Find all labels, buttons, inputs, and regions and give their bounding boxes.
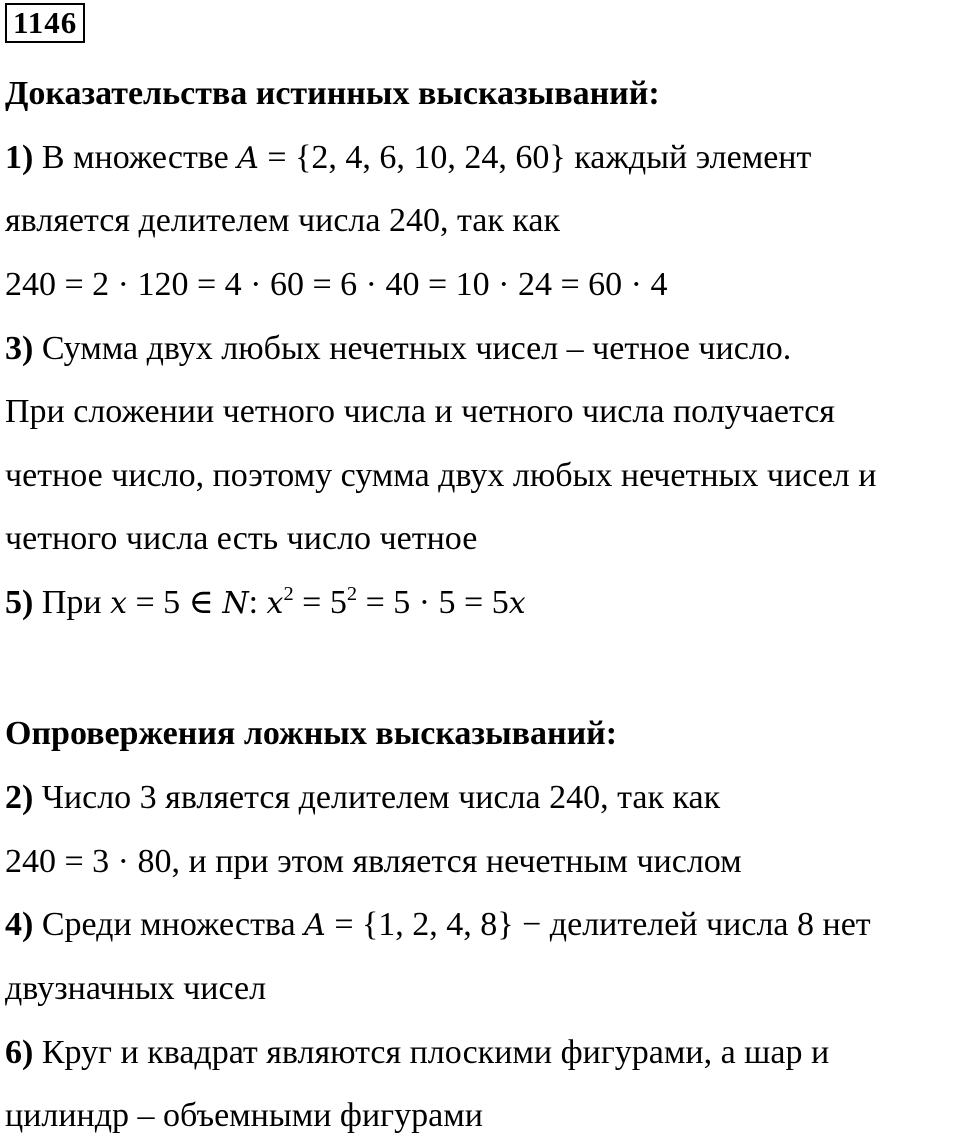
set-variable: A [237, 141, 259, 176]
item-3-number: 3) [5, 330, 34, 367]
item-1-number: 1) [5, 139, 34, 176]
set-variable: A [304, 908, 326, 943]
item-3-line-2: При сложении четного числа и четного числа получается [5, 393, 835, 430]
item-2-line-2: 240 = 3 · 80, и при этом является нечетным числом [5, 843, 742, 880]
item-1-line-2: является делителем числа 240, так как [5, 202, 560, 239]
item-6-line-2: цилиндр – объемными фигурами [5, 1097, 483, 1134]
item-4-number: 4) [5, 906, 34, 943]
item-1-line-3: 240 = 2 · 120 = 4 · 60 = 6 · 40 = 10 · 24 = 60 · 4 [5, 266, 668, 303]
item-5-number: 5) [5, 584, 34, 621]
item-4-line-2: двузначных чисел [5, 970, 267, 1007]
item-3-line-3: четное число, поэтому сумма двух любых нечетных чисел и [5, 457, 877, 494]
item-6-line-1: 6) Круг и квадрат являются плоскими фигурами, а шар и [5, 1034, 830, 1071]
item-3-line-1: 3) Сумма двух любых нечетных чисел – четное число. [5, 330, 792, 367]
item-3-line-4: четного числа есть число четное [5, 520, 478, 557]
item-2-number: 2) [5, 779, 34, 816]
item-1-line-1: 1) В множестве A = {2, 4, 6, 10, 24, 60} каждый элемент [5, 139, 812, 176]
item-6-number: 6) [5, 1034, 34, 1071]
item-2-line-1: 2) Число 3 является делителем числа 240, так как [5, 779, 721, 816]
true-statements-heading: Доказательства истинных высказываний: [5, 75, 660, 112]
item-5-line-1: 5) При x = 5 ∈ N: $x^2 = 5^2 = 5 \cdot 5 = 5x$ [5, 582, 526, 621]
item-4-line-1: 4) Среди множества A = {1, 2, 4, 8} − делителей числа 8 нет [5, 906, 871, 943]
false-statements-heading: Опровержения ложных высказываний: [5, 715, 618, 752]
problem-number: 1146 [5, 3, 85, 43]
